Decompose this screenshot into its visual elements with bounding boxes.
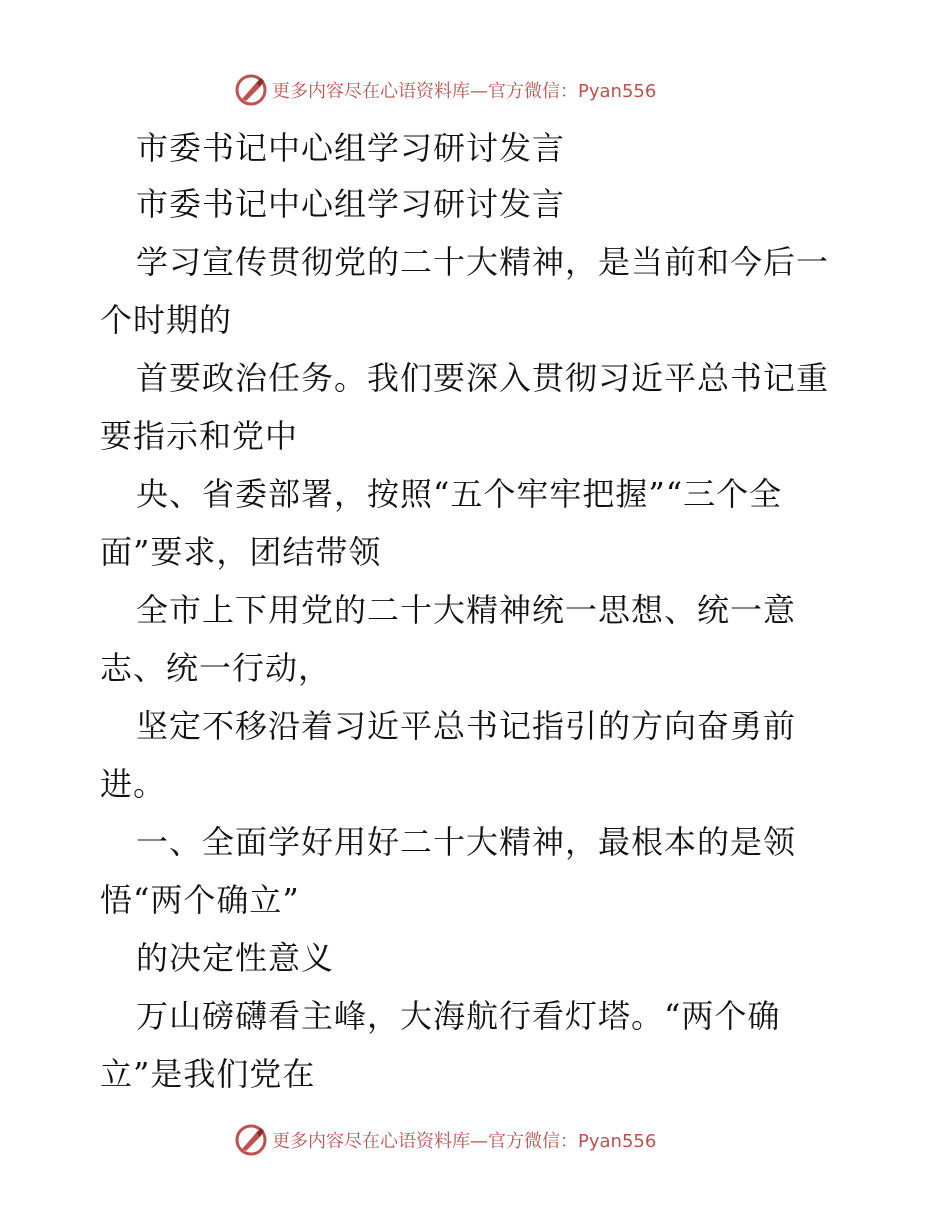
text-line: 立”是我们党在 <box>100 1055 316 1093</box>
text-line: 万山磅礴看主峰，大海航行看灯塔。“两个确 <box>136 997 781 1035</box>
text-line: 面”要求，团结带领 <box>100 533 382 571</box>
text-line: 央、省委部署，按照“五个牢牢把握”“三个全 <box>136 475 783 513</box>
pen-logo-icon <box>234 1123 268 1157</box>
text-line: 进。 <box>100 765 167 803</box>
text-line: 个时期的 <box>100 301 233 339</box>
text-line: 市委书记中心组学习研讨发言 <box>136 129 566 167</box>
header-banner <box>234 72 714 108</box>
section-heading-line: 悟“两个确立” <box>100 881 300 919</box>
pen-logo-icon <box>234 73 268 107</box>
text-line: 要指示和党中 <box>100 417 299 455</box>
text-line: 坚定不移沿着习近平总书记指引的方向奋勇前 <box>136 707 797 745</box>
text-line: 全市上下用党的二十大精神统一思想、统一意 <box>136 591 797 629</box>
text-line: 学习宣传贯彻党的二十大精神，是当前和今后一 <box>136 243 830 281</box>
text-line: 首要政治任务。我们要深入贯彻习近平总书记重 <box>136 359 830 397</box>
footer-banner <box>234 1122 714 1158</box>
section-heading-line: 的决定性意义 <box>136 939 335 977</box>
banner-text: 更多内容尽在心语资料库—官方微信：Pyan556 <box>272 1131 657 1152</box>
banner-text: 更多内容尽在心语资料库—官方微信：Pyan556 <box>272 81 657 102</box>
text-line: 市委书记中心组学习研讨发言 <box>136 185 566 223</box>
section-heading-line: 一、全面学好用好二十大精神，最根本的是领 <box>136 823 797 861</box>
text-line: 志、统一行动， <box>100 649 332 687</box>
